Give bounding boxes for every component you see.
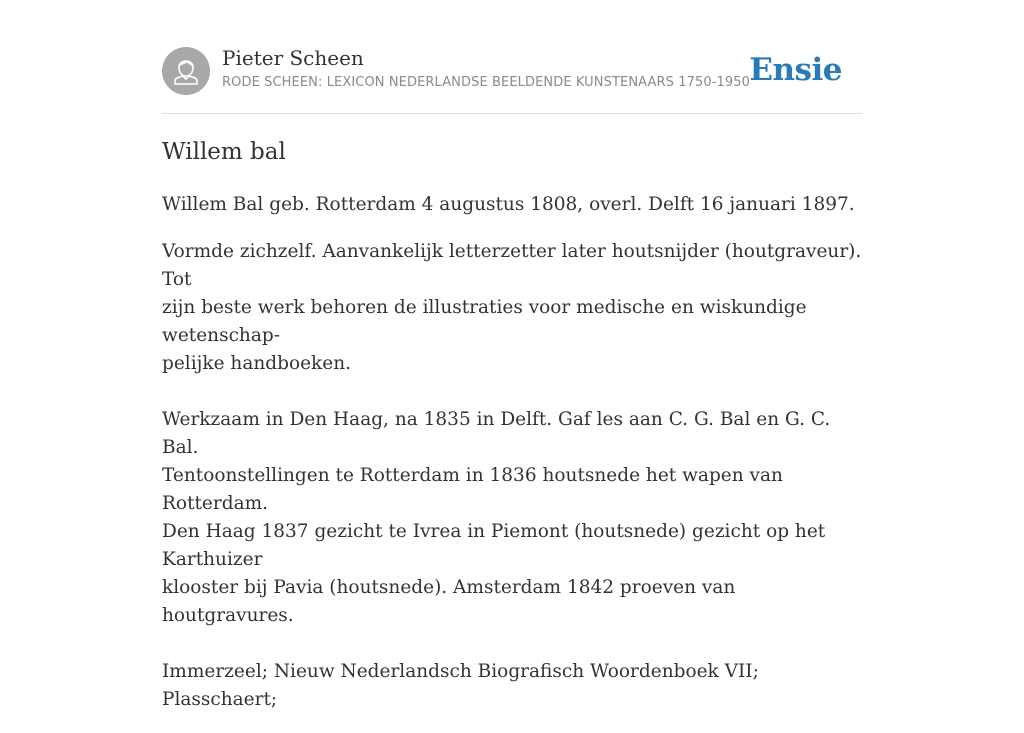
article-body [162, 136, 862, 733]
header-divider [162, 113, 862, 114]
ensie-logo[interactable]: Ensie [749, 52, 842, 88]
article-title: Willem bal [162, 139, 286, 165]
source-title[interactable]: RODE SCHEEN: LEXICON NEDERLANDSE BEELDENDE KUNSTENAARS 1750-1950 [222, 75, 750, 90]
article-paragraph: Vormde zichzelf. Aanvankelijk letterzetter later houtsnijder (houtgraveur). Tot zijn beste werk behoren de illustraties voor medische en wiskundige wetenschap- pelijke handboeken. Werkzaam in Den Haag, na 1835 in Delft. Gaf les aan C. G. Bal en G. C. Bal. Tentoonstellingen te Rotterdam in 1836 houtsnede het wapen van Rotterdam. Den Haag 1837 gezicht te Ivrea in Piemont (houtsnede) gezicht op het Karthuizer klooster bij Pavia (houtsnede). Amsterdam 1842 proeven van houtgravures. Immerzeel; Nieuw Nederlandsch Biografisch Woordenboek VII; Plasschaert; [162, 241, 862, 710]
article-paragraph: Willem Bal geb. Rotterdam 4 augustus 1808, overl. Delft 16 januari 1897. [162, 194, 855, 215]
user-silhouette-icon [162, 47, 210, 95]
author-avatar[interactable] [162, 47, 210, 95]
author-name[interactable]: Pieter Scheen [222, 46, 364, 70]
article-header [162, 46, 862, 96]
